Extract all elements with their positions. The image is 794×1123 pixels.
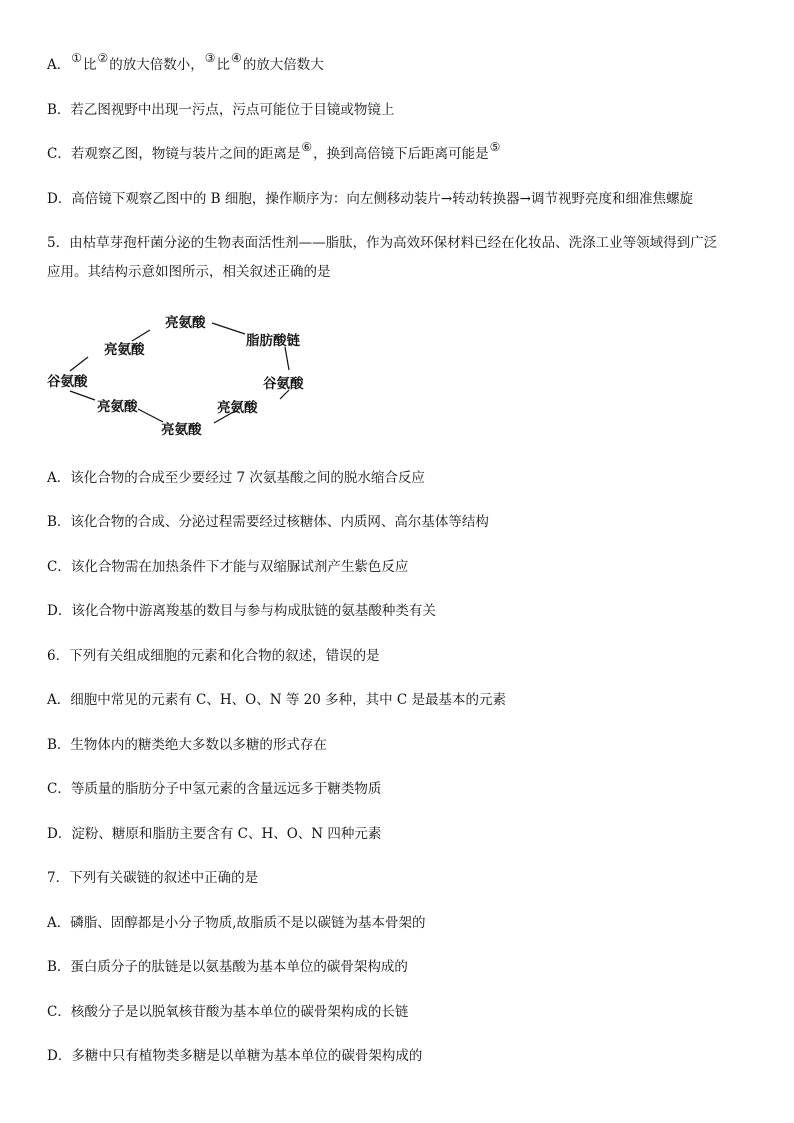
q5-option-b: B．该化合物的合成、分泌过程需要经过核糖体、内质网、高尔基体等结构 xyxy=(47,514,489,530)
bond-line xyxy=(138,409,163,422)
bond-line xyxy=(285,347,289,370)
q6-option-c: C．等质量的脂肪分子中氢元素的含量远远多于糖类物质 xyxy=(47,781,382,797)
q5-option-a: A．该化合物的合成至少要经过 7 次氨基酸之间的脱水缩合反应 xyxy=(47,470,425,486)
q6-option-b: B．生物体内的糖类绝大多数以多糖的形式存在 xyxy=(47,737,327,753)
node-right-lower: 亮氨酸 xyxy=(217,400,258,416)
option-text: 的放大倍数小， xyxy=(109,57,204,73)
q6-option-d: D．淀粉、糖原和脂肪主要含有 C、H、O、N 四种元素 xyxy=(47,826,382,842)
q7-option-b: B．蛋白质分子的肽链是以氨基酸为基本单位的碳骨架构成的 xyxy=(47,959,408,975)
option-label: A． xyxy=(47,57,71,73)
q6-stem: 6．下列有关组成细胞的元素和化合物的叙述，错误的是 xyxy=(47,648,380,664)
node-top: 亮氨酸 xyxy=(165,315,206,331)
lipopeptide-structure-diagram xyxy=(40,305,330,445)
q4-option-a xyxy=(47,51,324,74)
q5-stem-line2: 应用。其结构示意如图所示，相关叙述正确的是 xyxy=(47,264,331,280)
q6-option-a: A．细胞中常见的元素有 C、H、O、N 等 20 多种，其中 C 是最基本的元素 xyxy=(47,692,506,708)
circled-number: ⑥ xyxy=(301,140,313,154)
node-bottom: 亮氨酸 xyxy=(161,422,202,438)
q4-option-d: D．高倍镜下观察乙图中的 B 细胞，操作顺序为：向左侧移动装片→转动转换器→调节视野亮度和细准焦螺旋 xyxy=(47,191,693,207)
node-left-lower: 亮氨酸 xyxy=(97,399,138,415)
option-text: 比 xyxy=(216,57,231,73)
circled-number: ④ xyxy=(231,51,242,65)
circled-number: ③ xyxy=(204,51,216,65)
bond-line xyxy=(212,323,245,334)
q7-option-d: D．多糖中只有植物类多糖是以单糖为基本单位的碳骨架构成的 xyxy=(47,1048,423,1064)
q5-stem-line1: 5．由枯草芽孢杆菌分泌的生物表面活性剂——脂肽，作为高效环保材料已经在化妆品、洗涤工业等领域得到广泛 xyxy=(47,235,718,251)
circled-number: ② xyxy=(97,51,109,65)
q4-option-c xyxy=(47,140,501,163)
bond-line xyxy=(70,357,88,371)
bond-line xyxy=(70,391,95,400)
node-top-right: 脂肪酸链 xyxy=(246,333,300,349)
q5-option-d: D．该化合物中游离羧基的数目与参与构成肽链的氨基酸种类有关 xyxy=(47,603,436,619)
node-right: 谷氨酸 xyxy=(263,376,304,392)
q5-option-c: C．该化合物需在加热条件下才能与双缩脲试剂产生紫色反应 xyxy=(47,559,409,575)
option-text: C．若观察乙图，物镜与装片之间的距离是 xyxy=(47,146,301,162)
circled-number: ① xyxy=(71,51,83,65)
q7-option-a: A．磷脂、固醇都是小分子物质,故脂质不是以碳链为基本骨架的 xyxy=(47,915,426,931)
q4-option-b: B．若乙图视野中出现一污点，污点可能位于目镜或物镜上 xyxy=(47,102,395,118)
circled-number: ⑤ xyxy=(489,140,501,154)
q7-option-c: C．核酸分子是以脱氧核苷酸为基本单位的碳骨架构成的长链 xyxy=(47,1004,409,1020)
option-text: 的放大倍数大 xyxy=(242,57,324,73)
q7-stem: 7．下列有关碳链的叙述中正确的是 xyxy=(47,870,259,886)
node-left: 谷氨酸 xyxy=(47,374,88,390)
option-text: ，换到高倍镜下后距离可能是 xyxy=(313,146,489,162)
option-text: 比 xyxy=(83,57,97,73)
node-left-upper: 亮氨酸 xyxy=(104,342,145,358)
